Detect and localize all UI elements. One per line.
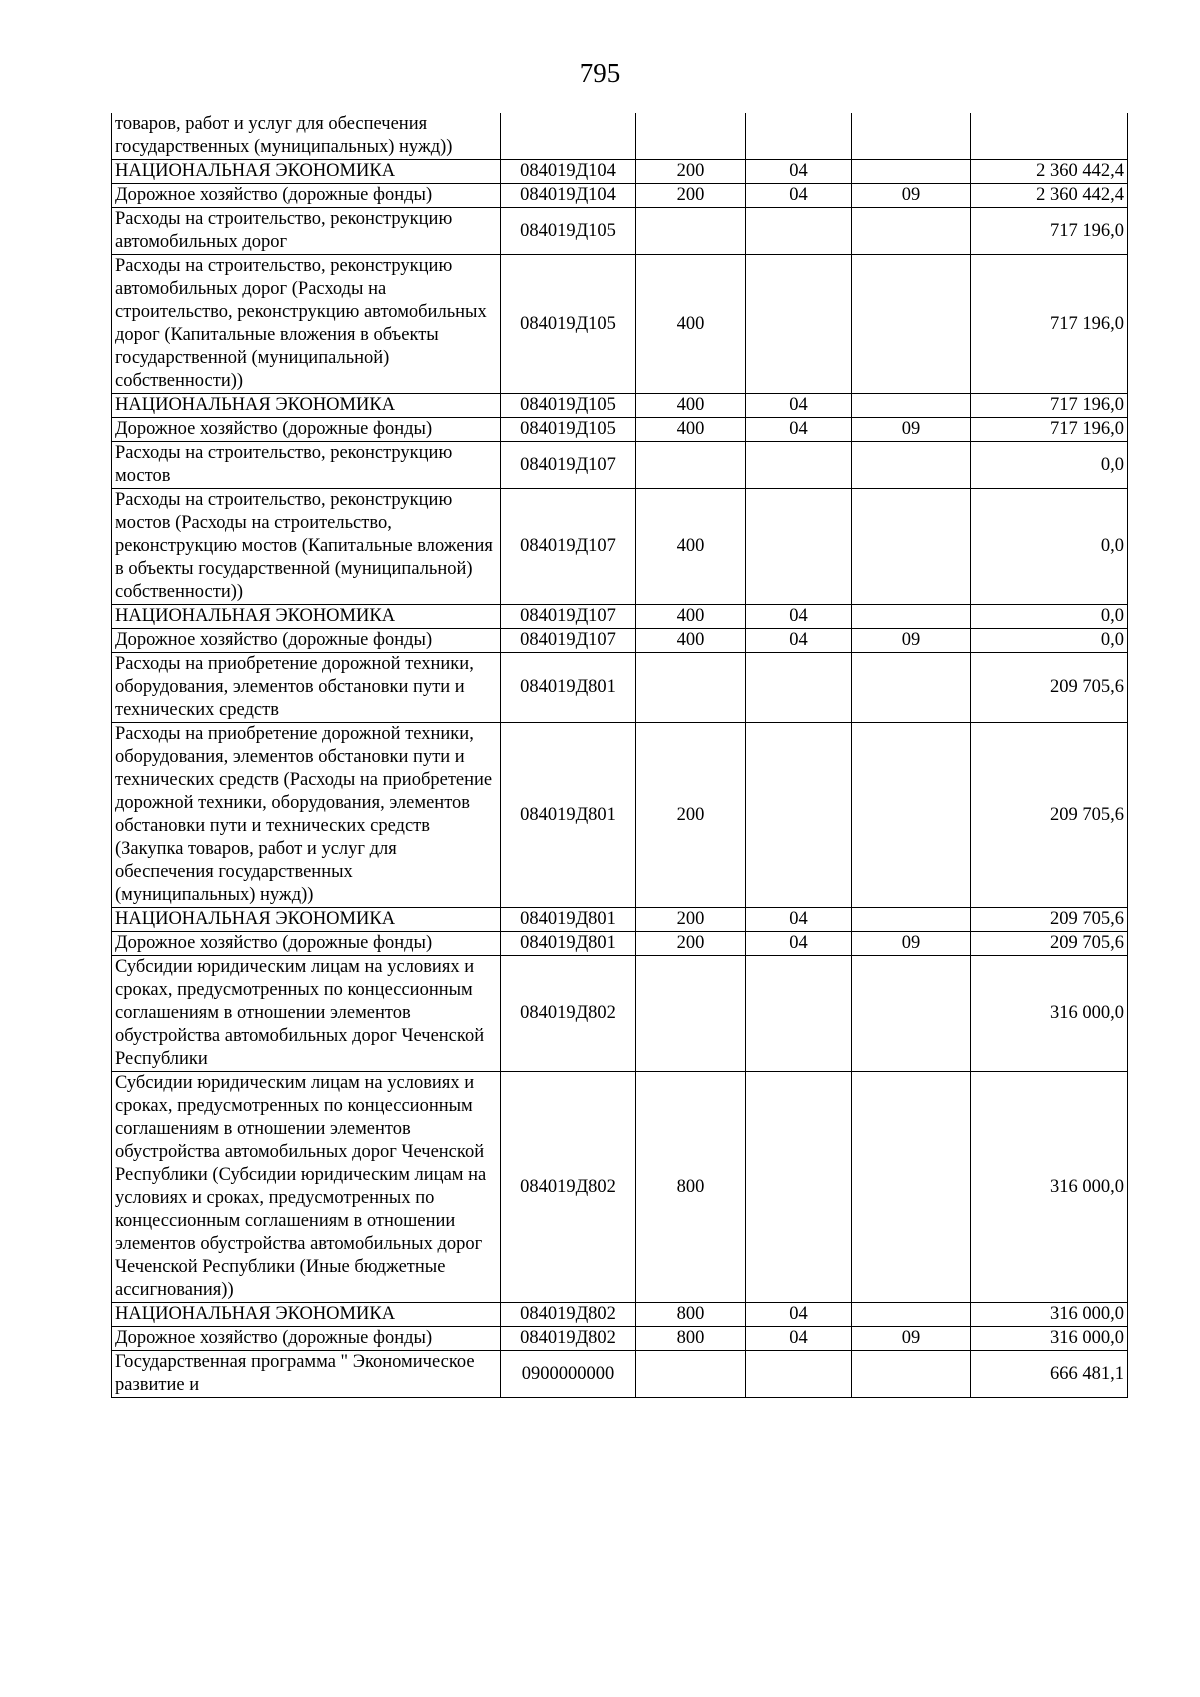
table-row bbox=[112, 1072, 1128, 1303]
row-expense-type-cell: 200 bbox=[636, 160, 746, 184]
row-name-cell: НАЦИОНАЛЬНАЯ ЭКОНОМИКА bbox=[112, 908, 501, 932]
row-expense-type-cell: 200 bbox=[636, 723, 746, 908]
row-name-cell: Дорожное хозяйство (дорожные фонды) bbox=[112, 932, 501, 956]
row-name-cell: НАЦИОНАЛЬНАЯ ЭКОНОМИКА bbox=[112, 394, 501, 418]
row-section-cell bbox=[746, 489, 852, 605]
row-code-cell: 084019Д801 bbox=[501, 908, 636, 932]
row-subsection-cell: 09 bbox=[852, 1327, 971, 1351]
row-section-cell bbox=[746, 113, 852, 160]
row-amount-cell: 316 000,0 bbox=[971, 956, 1128, 1072]
row-code-cell: 084019Д105 bbox=[501, 394, 636, 418]
row-code-cell: 084019Д801 bbox=[501, 653, 636, 723]
row-subsection-cell bbox=[852, 1072, 971, 1303]
row-subsection-cell: 09 bbox=[852, 629, 971, 653]
row-amount-cell: 0,0 bbox=[971, 442, 1128, 489]
table-row bbox=[112, 605, 1128, 629]
row-section-cell bbox=[746, 653, 852, 723]
row-code-cell: 084019Д801 bbox=[501, 723, 636, 908]
budget-table bbox=[111, 113, 1128, 1398]
row-expense-type-cell: 800 bbox=[636, 1072, 746, 1303]
row-name-cell: Расходы на строительство, реконструкцию автомобильных дорог bbox=[112, 208, 501, 255]
row-expense-type-cell: 400 bbox=[636, 629, 746, 653]
row-expense-type-cell: 200 bbox=[636, 908, 746, 932]
row-name-cell: Расходы на строительство, реконструкцию мостов (Расходы на строительство, реконструкцию мостов (Капитальные вложения в объекты государственной (муниципальной) собственности)) bbox=[112, 489, 501, 605]
row-expense-type-cell: 400 bbox=[636, 418, 746, 442]
row-subsection-cell bbox=[852, 442, 971, 489]
row-subsection-cell: 09 bbox=[852, 932, 971, 956]
row-subsection-cell bbox=[852, 208, 971, 255]
row-code-cell: 084019Д107 bbox=[501, 605, 636, 629]
table-row bbox=[112, 956, 1128, 1072]
row-name-cell: Дорожное хозяйство (дорожные фонды) bbox=[112, 629, 501, 653]
row-name-cell: Дорожное хозяйство (дорожные фонды) bbox=[112, 418, 501, 442]
table-row bbox=[112, 160, 1128, 184]
row-expense-type-cell: 800 bbox=[636, 1303, 746, 1327]
row-code-cell: 084019Д105 bbox=[501, 418, 636, 442]
row-expense-type-cell bbox=[636, 653, 746, 723]
row-subsection-cell bbox=[852, 956, 971, 1072]
row-name-cell: НАЦИОНАЛЬНАЯ ЭКОНОМИКА bbox=[112, 1303, 501, 1327]
row-code-cell: 084019Д104 bbox=[501, 184, 636, 208]
row-section-cell: 04 bbox=[746, 605, 852, 629]
row-subsection-cell bbox=[852, 160, 971, 184]
row-amount-cell: 209 705,6 bbox=[971, 653, 1128, 723]
row-amount-cell: 209 705,6 bbox=[971, 723, 1128, 908]
row-name-cell: Субсидии юридическим лицам на условиях и сроках, предусмотренных по концессионным соглашениям в отношении элементов обустройства автомобильных дорог Чеченской Республики (Субсидии юридическим лицам на условиях и сроках, предусмотренных по концессионным соглашениям в отношении элементов обустройства автомобильных дорог Чеченской Республики (Иные бюджетные ассигнования)) bbox=[112, 1072, 501, 1303]
row-amount-cell: 316 000,0 bbox=[971, 1303, 1128, 1327]
table-row bbox=[112, 255, 1128, 394]
row-amount-cell: 0,0 bbox=[971, 629, 1128, 653]
row-code-cell: 084019Д802 bbox=[501, 1072, 636, 1303]
row-amount-cell: 2 360 442,4 bbox=[971, 184, 1128, 208]
row-name-cell: Государственная программа " Экономическое развитие и bbox=[112, 1351, 501, 1398]
row-section-cell bbox=[746, 723, 852, 908]
row-section-cell bbox=[746, 1351, 852, 1398]
row-amount-cell: 717 196,0 bbox=[971, 255, 1128, 394]
row-expense-type-cell: 400 bbox=[636, 489, 746, 605]
table-row bbox=[112, 113, 1128, 160]
table-row bbox=[112, 489, 1128, 605]
table-row bbox=[112, 723, 1128, 908]
row-expense-type-cell bbox=[636, 208, 746, 255]
row-code-cell: 084019Д105 bbox=[501, 255, 636, 394]
row-subsection-cell bbox=[852, 723, 971, 908]
table-row bbox=[112, 208, 1128, 255]
row-amount-cell: 717 196,0 bbox=[971, 394, 1128, 418]
row-code-cell: 0900000000 bbox=[501, 1351, 636, 1398]
row-code-cell bbox=[501, 113, 636, 160]
row-code-cell: 084019Д104 bbox=[501, 160, 636, 184]
row-expense-type-cell: 400 bbox=[636, 394, 746, 418]
table-row bbox=[112, 932, 1128, 956]
row-code-cell: 084019Д107 bbox=[501, 442, 636, 489]
table-row bbox=[112, 1303, 1128, 1327]
row-amount-cell: 209 705,6 bbox=[971, 932, 1128, 956]
row-expense-type-cell: 400 bbox=[636, 255, 746, 394]
row-section-cell: 04 bbox=[746, 908, 852, 932]
page-number: 795 bbox=[579, 58, 621, 88]
row-code-cell: 084019Д802 bbox=[501, 1303, 636, 1327]
table-row bbox=[112, 184, 1128, 208]
row-amount-cell: 316 000,0 bbox=[971, 1327, 1128, 1351]
row-expense-type-cell: 800 bbox=[636, 1327, 746, 1351]
row-section-cell: 04 bbox=[746, 418, 852, 442]
row-expense-type-cell bbox=[636, 113, 746, 160]
row-subsection-cell bbox=[852, 394, 971, 418]
row-name-cell: Дорожное хозяйство (дорожные фонды) bbox=[112, 1327, 501, 1351]
row-amount-cell: 717 196,0 bbox=[971, 208, 1128, 255]
row-amount-cell: 0,0 bbox=[971, 489, 1128, 605]
row-name-cell: Расходы на приобретение дорожной техники, оборудования, элементов обстановки пути и технических средств bbox=[112, 653, 501, 723]
table-row bbox=[112, 442, 1128, 489]
row-name-cell: Расходы на приобретение дорожной техники, оборудования, элементов обстановки пути и технических средств (Расходы на приобретение дорожной техники, оборудования, элементов обстановки пути и технических средств (Закупка товаров, работ и услуг для обеспечения государственных (муниципальных) нужд)) bbox=[112, 723, 501, 908]
row-code-cell: 084019Д802 bbox=[501, 1327, 636, 1351]
row-subsection-cell bbox=[852, 489, 971, 605]
row-subsection-cell: 09 bbox=[852, 184, 971, 208]
row-code-cell: 084019Д107 bbox=[501, 489, 636, 605]
table-row bbox=[112, 629, 1128, 653]
table-row bbox=[112, 653, 1128, 723]
row-amount-cell: 2 360 442,4 bbox=[971, 160, 1128, 184]
row-subsection-cell: 09 bbox=[852, 418, 971, 442]
row-code-cell: 084019Д802 bbox=[501, 956, 636, 1072]
table-row bbox=[112, 394, 1128, 418]
table-row bbox=[112, 1351, 1128, 1398]
row-subsection-cell bbox=[852, 1303, 971, 1327]
row-section-cell: 04 bbox=[746, 1303, 852, 1327]
row-name-cell: НАЦИОНАЛЬНАЯ ЭКОНОМИКА bbox=[112, 605, 501, 629]
row-subsection-cell bbox=[852, 908, 971, 932]
row-subsection-cell bbox=[852, 255, 971, 394]
row-expense-type-cell: 400 bbox=[636, 605, 746, 629]
row-name-cell: Расходы на строительство, реконструкцию автомобильных дорог (Расходы на строительство, реконструкцию автомобильных дорог (Капитальные вложения в объекты государственной (муниципальной) собственности)) bbox=[112, 255, 501, 394]
row-name-cell: Дорожное хозяйство (дорожные фонды) bbox=[112, 184, 501, 208]
row-section-cell bbox=[746, 956, 852, 1072]
row-amount-cell: 0,0 bbox=[971, 605, 1128, 629]
row-section-cell bbox=[746, 255, 852, 394]
row-section-cell: 04 bbox=[746, 184, 852, 208]
row-section-cell: 04 bbox=[746, 160, 852, 184]
row-amount-cell: 316 000,0 bbox=[971, 1072, 1128, 1303]
row-expense-type-cell bbox=[636, 956, 746, 1072]
row-amount-cell bbox=[971, 113, 1128, 160]
table-row bbox=[112, 418, 1128, 442]
row-expense-type-cell bbox=[636, 1351, 746, 1398]
row-section-cell: 04 bbox=[746, 629, 852, 653]
row-code-cell: 084019Д107 bbox=[501, 629, 636, 653]
row-section-cell bbox=[746, 208, 852, 255]
table-row bbox=[112, 908, 1128, 932]
row-expense-type-cell bbox=[636, 442, 746, 489]
row-amount-cell: 666 481,1 bbox=[971, 1351, 1128, 1398]
row-section-cell: 04 bbox=[746, 1327, 852, 1351]
row-code-cell: 084019Д105 bbox=[501, 208, 636, 255]
row-amount-cell: 717 196,0 bbox=[971, 418, 1128, 442]
row-name-cell: Субсидии юридическим лицам на условиях и сроках, предусмотренных по концессионным соглашениям в отношении элементов обустройства автомобильных дорог Чеченской Республики bbox=[112, 956, 501, 1072]
row-section-cell: 04 bbox=[746, 932, 852, 956]
row-amount-cell: 209 705,6 bbox=[971, 908, 1128, 932]
row-subsection-cell bbox=[852, 1351, 971, 1398]
row-name-cell: Расходы на строительство, реконструкцию мостов bbox=[112, 442, 501, 489]
row-name-cell: товаров, работ и услуг для обеспечения государственных (муниципальных) нужд)) bbox=[112, 113, 501, 160]
row-expense-type-cell: 200 bbox=[636, 932, 746, 956]
row-subsection-cell bbox=[852, 653, 971, 723]
row-code-cell: 084019Д801 bbox=[501, 932, 636, 956]
row-section-cell bbox=[746, 442, 852, 489]
row-section-cell: 04 bbox=[746, 394, 852, 418]
row-subsection-cell bbox=[852, 605, 971, 629]
row-name-cell: НАЦИОНАЛЬНАЯ ЭКОНОМИКА bbox=[112, 160, 501, 184]
row-section-cell bbox=[746, 1072, 852, 1303]
row-subsection-cell bbox=[852, 113, 971, 160]
row-expense-type-cell: 200 bbox=[636, 184, 746, 208]
table-row bbox=[112, 1327, 1128, 1351]
